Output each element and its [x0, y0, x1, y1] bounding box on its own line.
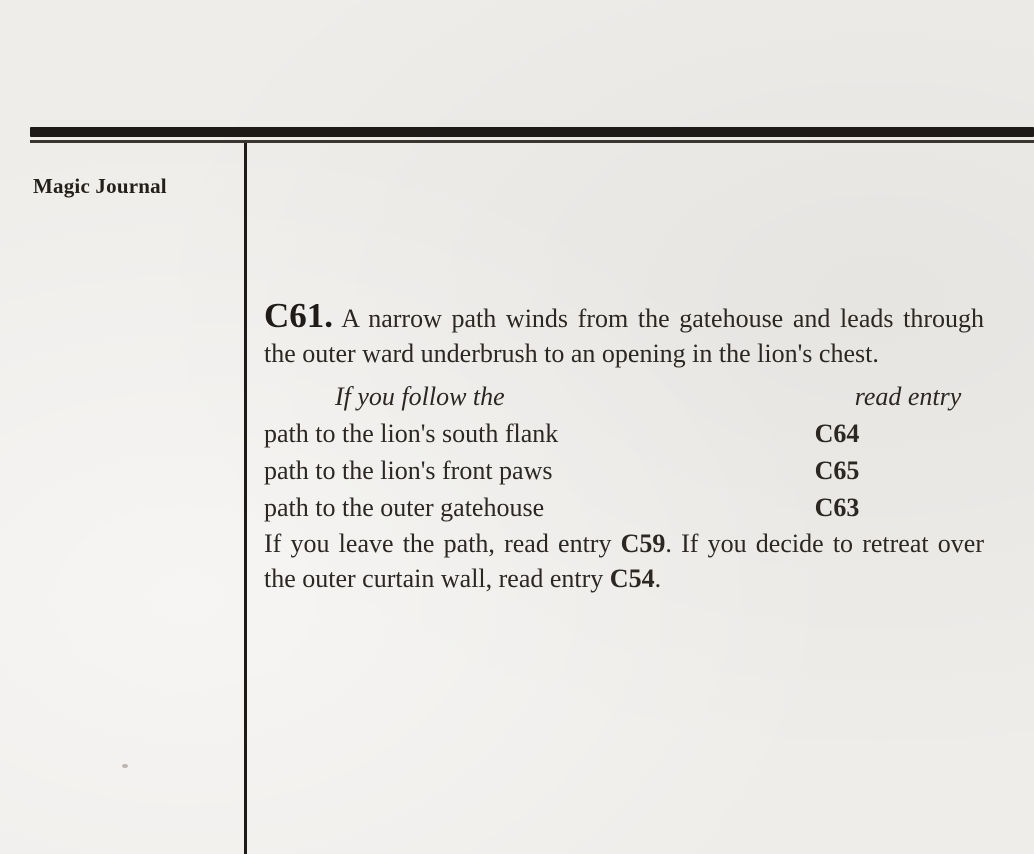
- outro-target-1[interactable]: C59: [620, 529, 666, 558]
- journal-label: Magic Journal: [33, 174, 167, 198]
- outro-text-1: If you leave the path, read entry: [264, 529, 621, 558]
- choice-option: path to the outer gatehouse: [264, 493, 545, 522]
- choice-option: path to the lion's front paws: [264, 456, 553, 485]
- choices-header: [264, 378, 984, 415]
- choice-target[interactable]: C64: [814, 419, 860, 448]
- entry-outro: [264, 526, 984, 596]
- choice-row[interactable]: [264, 415, 984, 452]
- outro-text-3: .: [654, 564, 662, 593]
- choice-row[interactable]: [264, 452, 984, 489]
- entry-id: C61.: [264, 296, 334, 335]
- entry-block: [264, 298, 984, 596]
- choices-header-right: read entry: [854, 382, 962, 411]
- choice-option: path to the lion's south flank: [264, 419, 559, 448]
- choice-target[interactable]: C65: [814, 456, 860, 485]
- ink-smudge: [122, 764, 128, 768]
- top-rule-thin: [30, 140, 1034, 143]
- outro-text-2: . If you decide to retreat over the outer curtain wall, read entry: [264, 529, 984, 593]
- choices-table: [264, 378, 984, 526]
- entry-intro: [264, 298, 984, 371]
- entry-intro-text: A narrow path winds from the gatehouse and leads through the outer ward underbrush to an opening in the lion's chest.: [264, 304, 984, 368]
- choice-target[interactable]: C63: [814, 493, 860, 522]
- outro-target-2[interactable]: C54: [609, 564, 655, 593]
- choices-header-left: If you follow the: [335, 382, 505, 411]
- margin-rule: [244, 143, 247, 854]
- top-rule: [30, 127, 1034, 137]
- choice-row[interactable]: [264, 489, 984, 526]
